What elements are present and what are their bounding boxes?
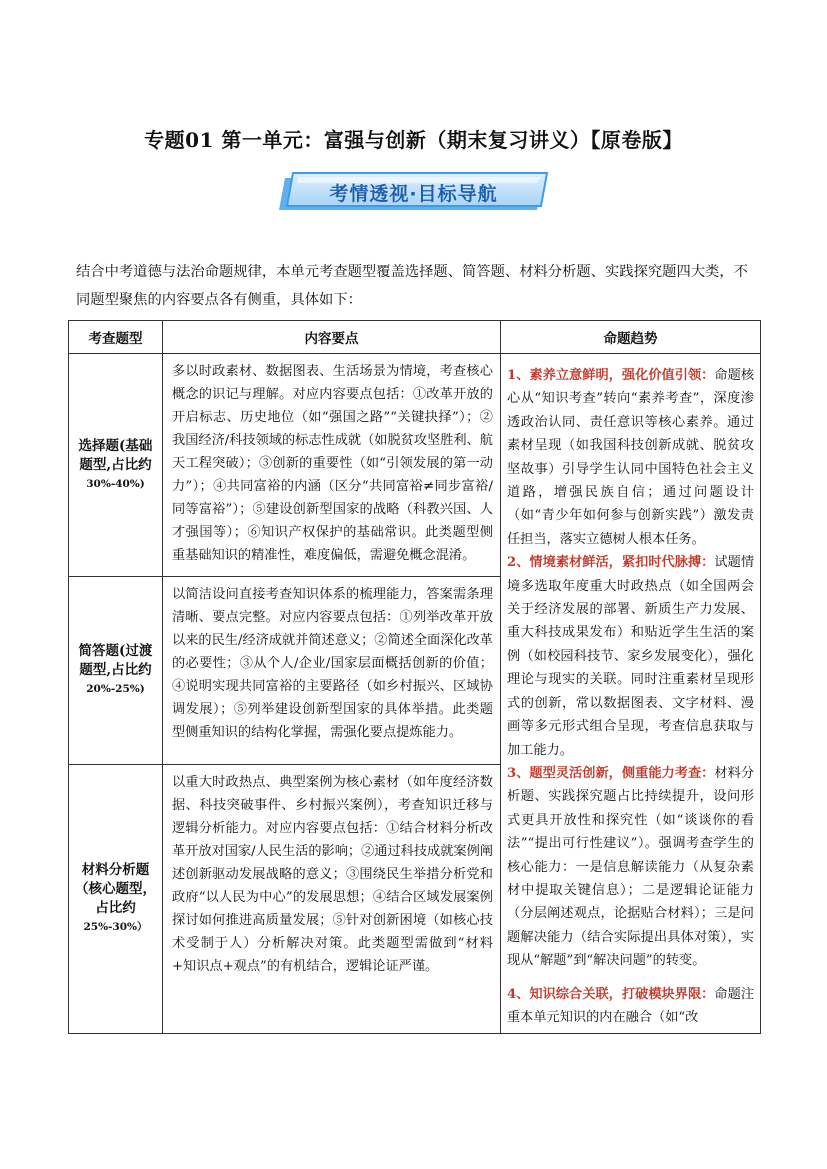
trend-body: 命题核心从“知识考查”转向“素养考查”，深度渗透政治认同、责任意识等核心素养。通过素材呈现（如我国科技创新成就、脱贫攻坚故事）引导学生认同中国特色社会主义道路，增强民族自信；通过问题设计（如“青少年如何参与创新实践”）激发责任担当，落实立德树人根本任务。 <box>507 368 755 547</box>
trend-body: 命题注重本单元知识的内在融合（如“改 <box>507 986 755 1025</box>
trend-item <box>507 551 754 762</box>
content-cell: 以简洁设问直接考查知识体系的梳理能力，答案需条理清晰、要点完整。对应内容要点包括：①列举改革开放以来的民生/经济成就并简述意义；②简述全面深化改革的必要性；③从个人/企业/国家层面概括创新的价值；④说明实现共同富裕的主要路径（如乡村振兴、区域协调发展）；⑤列举建设创新型国家的具体举措。此类题型侧重知识的结构化掌握，需强化要点提炼能力。 <box>163 577 501 764</box>
banner-text: 考情透视·目标导航 <box>329 183 498 205</box>
type-percent: 25%-30%） <box>83 921 148 934</box>
type-line: 材料分析题 <box>81 862 150 879</box>
header-type: 考查题型 <box>69 321 163 354</box>
type-cell <box>69 354 163 577</box>
trend-body: 材料分析题、实践探究题占比持续提升，设问形式更具开放性和探究性（如“谈谈你的看法”“提出可行性建议”）。强调考查学生的核心能力：一是信息解读能力（从复杂素材中提取关键信息）；二是逻辑论证能力（分层阐述观点，论据贴合材料）；三是问题解决能力（结合实际提出具体对策），实现从“解题”到“解决问题”的转变。 <box>507 765 755 969</box>
trend-cell <box>501 354 761 1034</box>
trend-item <box>507 762 754 973</box>
header-trend: 命题趋势 <box>501 321 761 354</box>
page-title: 专题01 第一单元：富强与创新（期末复习讲义）【原卷版】 <box>144 128 683 152</box>
content-cell: 以重大时政热点、典型案例为核心素材（如年度经济数据、科技突破事件、乡村振兴案例），考查知识迁移与逻辑分析能力。对应内容要点包括：①结合材料分析改革开放对国家/人民生活的影响；②通过科技成就案例阐述创新驱动发展战略的意义；③围绕民生举措分析党和政府“以人民为中心”的发展思想；④结合区域发展案例探讨如何推进高质量发展；⑤针对创新困境（如核心技术受制于人）分析解决对策。此类题型需做到“材料+知识点+观点”的有机结合，逻辑论证严谨。 <box>163 764 501 1034</box>
trend-body: 试题情境多选取年度重大时政热点（如全国两会关于经济发展的部署、新质生产力发展、重大科技成果发布）和贴近学生生活的案例（如校园科技节、家乡发展变化），强化理论与现实的关联。同时注重素材呈现形式的创新，常以数据图表、文字材料、漫画等多元形式组合呈现，考查信息获取与加工能力。 <box>507 555 755 758</box>
type-cell <box>69 577 163 764</box>
intro-paragraph: 结合中考道德与法治命题规律，本单元考查题型覆盖选择题、简答题、材料分析题、实践探究题四大类，不同题型聚焦的内容要点各有侧重，具体如下： <box>76 264 748 308</box>
type-line: 占比约 <box>95 900 136 917</box>
type-line: 题型,占比约 <box>79 456 152 473</box>
type-percent: 20%-25%) <box>86 683 145 696</box>
table-header-row <box>69 321 761 354</box>
trend-heading: 3、题型灵活创新，侧重能力考查： <box>507 765 715 781</box>
type-cell <box>69 764 163 1034</box>
trend-heading: 1、素养立意鲜明，强化价值引领： <box>507 368 715 383</box>
trend-item <box>507 983 754 1030</box>
trend-item <box>507 364 754 551</box>
trend-heading: 4、知识综合关联，打破模块界限： <box>507 986 715 1002</box>
content-cell: 多以时政素材、数据图表、生活场景为情境，考查核心概念的识记与理解。对应内容要点包括：①改革开放的开启标志、历史地位（如“强国之路”“关键抉择”）；②我国经济/科技领域的标志性成就（如脱贫攻坚胜利、航天工程突破）；③创新的重要性（如“引领发展的第一动力”）；④共同富裕的内涵（区分“共同富裕≠同步富裕/同等富裕”）；⑤建设创新型国家的战略（科教兴国、人才强国等）；⑥知识产权保护的基础常识。此类题型侧重基础知识的精准性，难度偏低，需避免概念混淆。 <box>163 354 501 577</box>
header-content: 内容要点 <box>163 321 501 354</box>
section-banner <box>275 170 552 218</box>
type-line: 题型,占比约 <box>79 662 152 679</box>
exam-analysis-table <box>68 320 761 1034</box>
type-line: 选择题(基础 <box>78 437 153 454</box>
trend-heading: 2、情境素材鲜活，紧扣时代脉搏： <box>507 555 715 571</box>
table-row <box>69 354 761 577</box>
type-line: （核心题型， <box>75 881 156 898</box>
type-percent: 30%-40%) <box>86 477 145 490</box>
type-line: 简答题(过渡 <box>78 643 153 660</box>
